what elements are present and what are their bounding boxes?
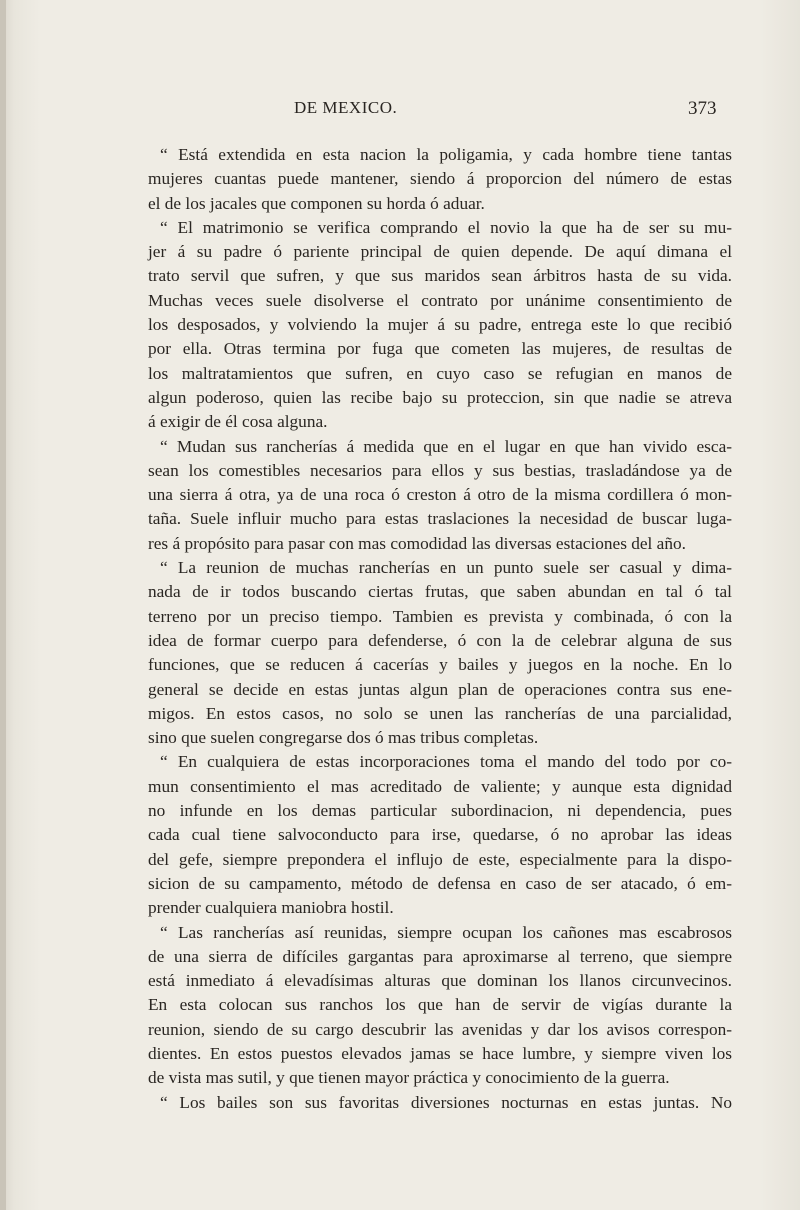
- text-line: sean los comestibles necesarios para ellos y sus bestias, trasladándose ya de: [148, 460, 732, 480]
- text-line: res á propósito para pasar con mas comodidad las diversas estaciones del año.: [148, 533, 686, 553]
- text-line: los maltratamientos que sufren, en cuyo caso se refugian en manos de: [148, 363, 732, 383]
- text-line: migos. En estos casos, no solo se unen las rancherías de una parcialidad,: [148, 703, 732, 723]
- text-line: sicion de su campamento, método de defensa en caso de ser atacado, ó em-: [148, 873, 732, 893]
- text-line: mujeres cuantas puede mantener, siendo á proporcion del número de estas: [148, 169, 732, 189]
- text-line: “ La reunion de muchas rancherías en un punto suele ser casual y dima-: [160, 558, 732, 578]
- text-line: por ella. Otras termina por fuga que cometen las mujeres, de resultas de: [148, 339, 732, 359]
- text-line: “ Mudan sus rancherías á medida que en el lugar en que han vivido esca-: [160, 436, 732, 456]
- text-line: dientes. En estos puestos elevados jamas se hace lumbre, y siempre viven los: [148, 1043, 732, 1063]
- text-line: “ El matrimonio se verifica comprando el novio la que ha de ser su mu-: [160, 217, 732, 237]
- text-line: general se decide en estas juntas algun plan de operaciones contra sus ene-: [148, 679, 732, 699]
- text-line: “ En cualquiera de estas incorporaciones toma el mando del todo por co-: [160, 752, 732, 772]
- text-line: jer á su padre ó pariente principal de quien depende. De aquí dimana el: [148, 242, 732, 262]
- text-line: del gefe, siempre prepondera el influjo de este, especialmente para la dispo-: [148, 849, 732, 869]
- text-line: funciones, que se reducen á cacerías y bailes y juegos en la noche. En lo: [148, 655, 732, 675]
- text-line: idea de formar cuerpo para defenderse, ó con la de celebrar alguna de sus: [148, 630, 732, 650]
- text-line: “ Las rancherías así reunidas, siempre ocupan los cañones mas escabrosos: [160, 922, 732, 942]
- text-line: los desposados, y volviendo la mujer á su padre, entrega este lo que recibió: [148, 315, 732, 335]
- text-line: “ Los bailes son sus favoritas diversiones nocturnas en estas juntas. No: [160, 1092, 732, 1112]
- text-line: Muchas veces suele disolverse el contrato por unánime consentimiento de: [148, 290, 732, 310]
- body-text: [148, 143, 732, 1115]
- text-line: trato servil que sufren, y que sus maridos sean árbitros hasta de su vida.: [148, 266, 732, 286]
- text-line: no infunde en los demas particular subordinacion, ni dependencia, pues: [148, 801, 732, 821]
- text-line: prender cualquiera maniobra hostil.: [148, 898, 394, 918]
- text-line: cada cual tiene salvoconducto para irse, quedarse, ó no aprobar las ideas: [148, 825, 732, 845]
- text-line: está inmediato á elevadísimas alturas que dominan los llanos circunvecinos.: [148, 971, 732, 991]
- page-number: 373: [688, 98, 717, 119]
- text-line: reunion, siendo de su cargo descubrir las avenidas y dar los avisos correspon-: [148, 1019, 732, 1039]
- text-line: En esta colocan sus ranchos los que han de servir de vigías durante la: [148, 995, 732, 1015]
- text-line: “ Está extendida en esta nacion la poligamia, y cada hombre tiene tantas: [160, 145, 732, 164]
- running-title: DE MEXICO.: [294, 98, 398, 117]
- page-header: [0, 98, 800, 122]
- text-line: nada de ir todos buscando ciertas frutas, que saben abundan en tal ó tal: [148, 582, 732, 602]
- text-line: taña. Suele influir mucho para estas traslaciones la necesidad de buscar luga-: [148, 509, 732, 529]
- text-line: de vista mas sutil, y que tienen mayor práctica y conocimiento de la guerra.: [148, 1068, 670, 1088]
- page-spine-shadow: [0, 0, 6, 1210]
- text-line: el de los jacales que componen su horda ó aduar.: [148, 193, 485, 213]
- text-line: sino que suelen congregarse dos ó mas tribus completas.: [148, 728, 539, 748]
- text-line: de una sierra de difíciles gargantas para aproximarse al terreno, que siempre: [148, 946, 732, 966]
- text-line: á exigir de él cosa alguna.: [148, 412, 328, 432]
- text-line: terreno por un preciso tiempo. Tambien es prevista y combinada, ó con la: [148, 606, 732, 626]
- text-line: algun poderoso, quien las recibe bajo su proteccion, sin que nadie se atreva: [148, 387, 732, 407]
- text-line: una sierra á otra, ya de una roca ó creston á otro de la misma cordillera ó mon-: [148, 485, 732, 505]
- text-line: mun consentimiento el mas acreditado de valiente; y aunque esta dignidad: [148, 776, 732, 796]
